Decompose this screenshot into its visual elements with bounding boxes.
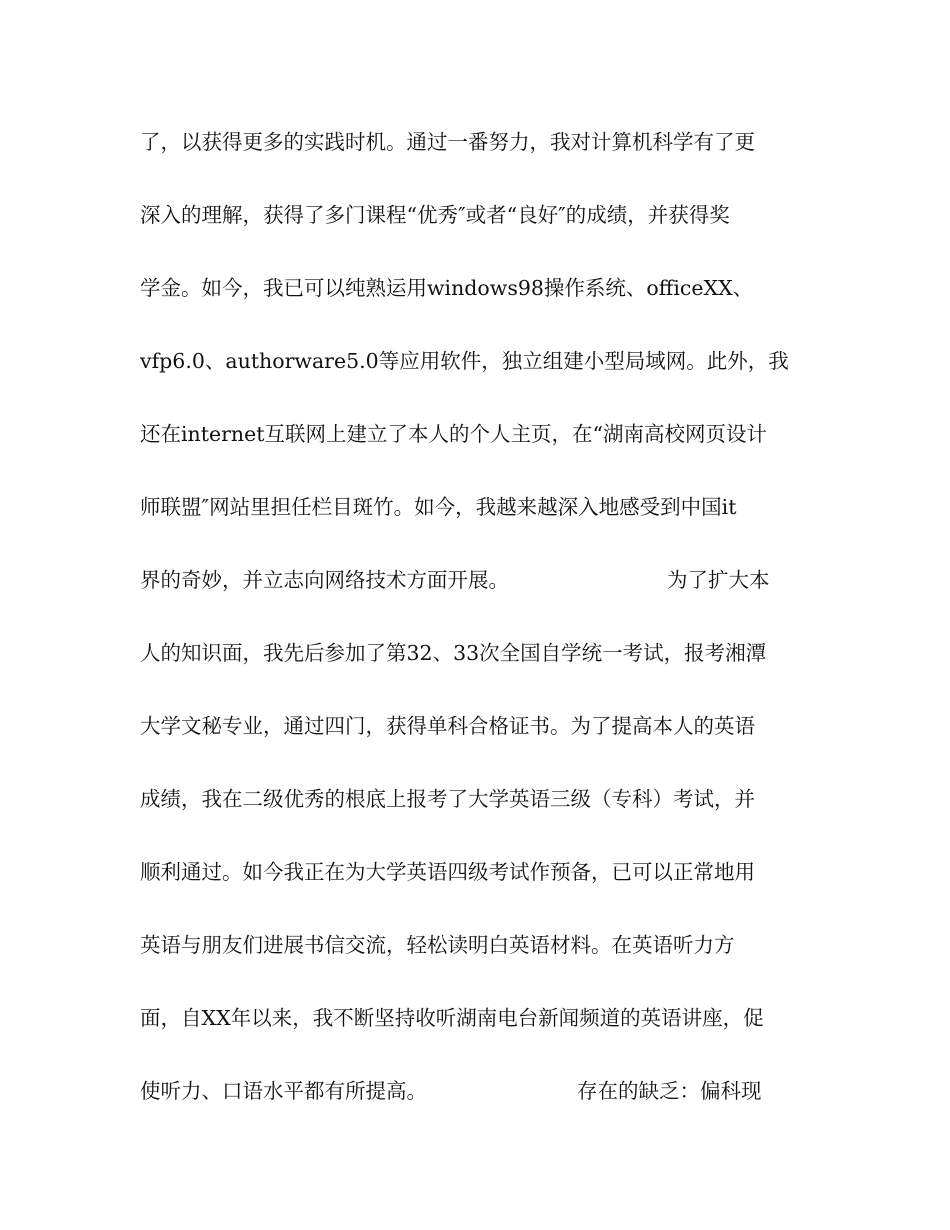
text-line-6 — [140, 487, 820, 527]
line-text: 使听力、口语水平都有所提高。 — [140, 1079, 427, 1103]
text-line-12 — [140, 925, 820, 965]
line-text: 大学文秘专业，通过四门，获得单科合格证书。为了提高本人的英语 — [140, 714, 755, 738]
line-text: 师联盟″网站里担任栏目斑竹。如今，我越来越深入地感受到中国it — [140, 495, 737, 519]
text-line-1 — [140, 122, 820, 162]
text-line-5 — [140, 414, 820, 454]
text-line-8 — [140, 633, 820, 673]
line-text: vfp6.0、authorware5.0等应用软件，独立组建小型局域网。此外，我 — [140, 349, 789, 373]
line-text: 成绩，我在二级优秀的根底上报考了大学英语三级（专科）考试，并 — [140, 787, 755, 811]
text-line-3 — [140, 268, 820, 308]
text-line-14 — [140, 1071, 820, 1111]
line-text: 界的奇妙，并立志向网络技术方面开展。 — [140, 568, 509, 592]
line-text: 面，自XX年以来，我不断坚持收听湖南电台新闻频道的英语讲座，促 — [140, 1006, 764, 1030]
line-text: 学金。如今，我已可以纯熟运用windows98操作系统、officeXX、 — [140, 276, 754, 300]
text-line-13 — [140, 998, 820, 1038]
line-text: 了，以获得更多的实践时机。通过一番努力，我对计算机科学有了更 — [140, 130, 755, 154]
text-line-11 — [140, 852, 820, 892]
text-line-9 — [140, 706, 820, 746]
line-text: 还在internet互联网上建立了本人的个人主页，在“湖南高校网页设计 — [140, 422, 767, 446]
line-text: 顺利通过。如今我正在为大学英语四级考试作预备，已可以正常地用 — [140, 860, 755, 884]
text-line-7 — [140, 560, 820, 600]
line-tail-text: 为了扩大本 — [667, 568, 770, 592]
text-line-10 — [140, 779, 820, 819]
line-text: 人的知识面，我先后参加了第32、33次全国自学统一考试，报考湘潭 — [140, 641, 767, 665]
line-text: 深入的理解，获得了多门课程“优秀″或者“良好″的成绩，并获得奖 — [140, 203, 730, 227]
line-tail-text: 存在的缺乏：偏科现 — [577, 1079, 762, 1103]
text-line-4 — [140, 341, 820, 381]
line-text: 英语与朋友们进展书信交流，轻松读明白英语材料。在英语听力方 — [140, 933, 735, 957]
text-line-2 — [140, 195, 820, 235]
